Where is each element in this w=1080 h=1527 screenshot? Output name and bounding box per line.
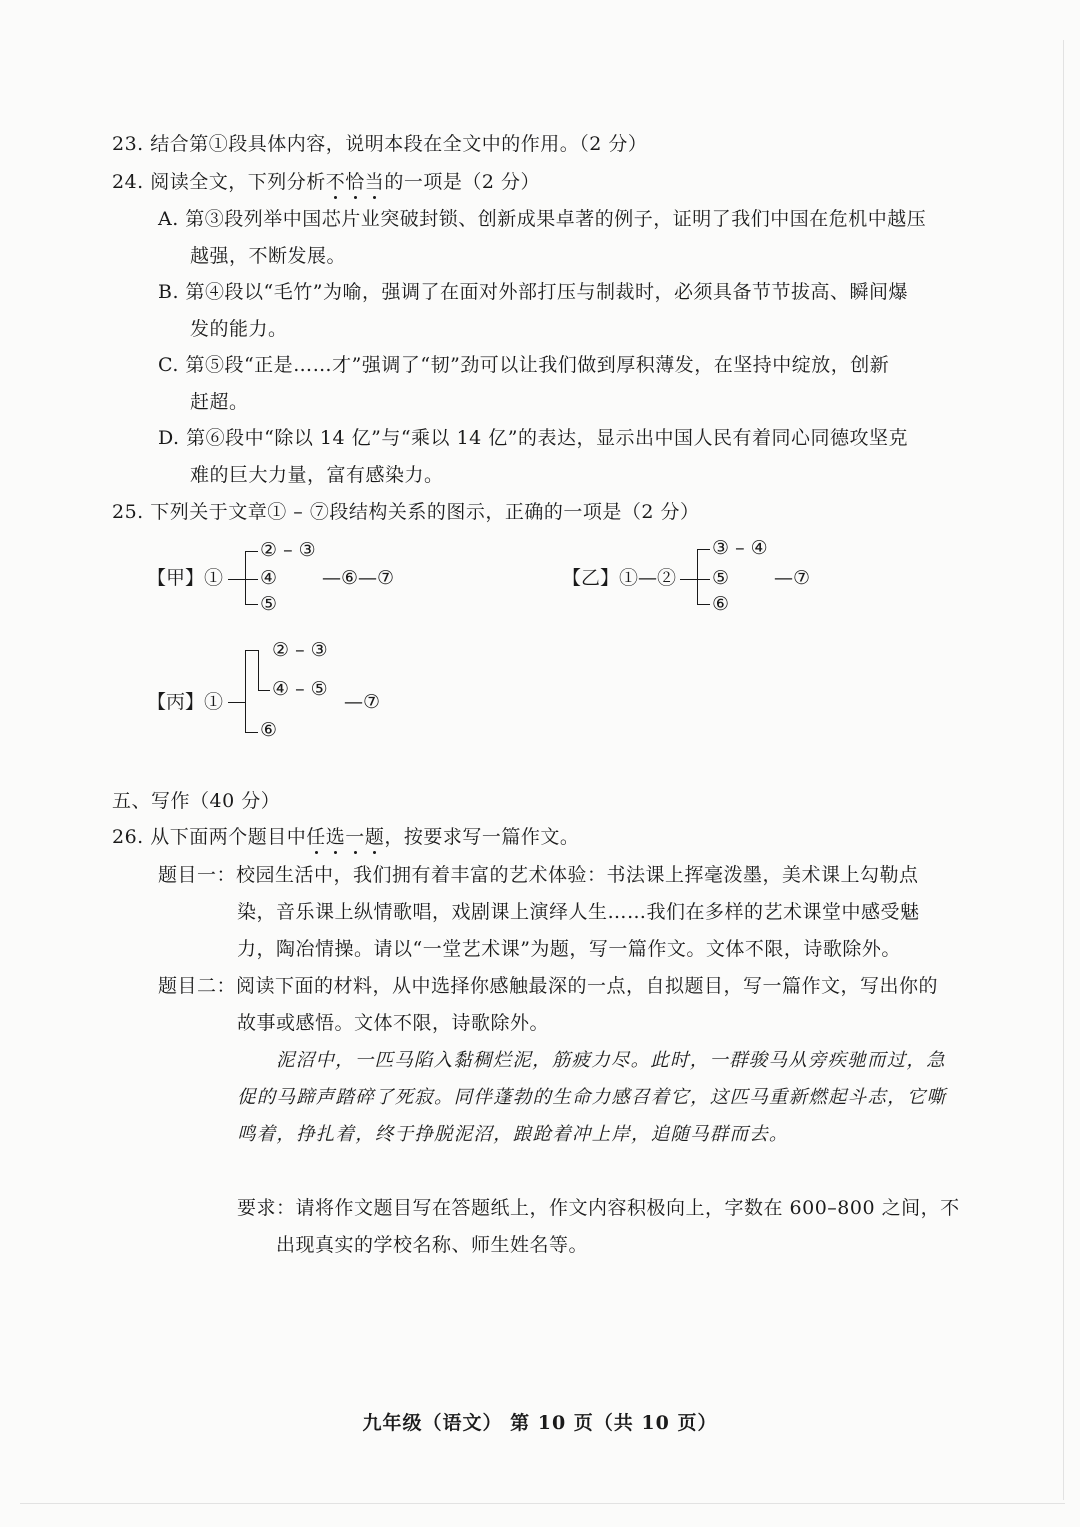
- topic-2-line2: 故事或感悟。文体不限，诗歌除外。: [237, 1012, 550, 1034]
- yi-branch-3: ⑥: [712, 593, 730, 615]
- question-26-stem: [112, 825, 579, 849]
- section-5-title: 五、写作（40 分）: [112, 790, 281, 812]
- q26-emphasis-char: 任: [306, 826, 326, 848]
- bing-label: 【丙】①: [147, 691, 224, 713]
- q24-stem-before: 24. 阅读全文，下列分析: [112, 171, 326, 193]
- yi-bracket: [697, 549, 698, 604]
- question-24-stem: [112, 170, 540, 194]
- jia-tick-2: [245, 579, 258, 580]
- q26-emphasis: [306, 826, 384, 848]
- topic-1-line1: 题目一：校园生活中，我们拥有着丰富的艺术体验：书法课上挥毫泼墨，美术课上勾勒点: [158, 864, 919, 886]
- jia-label: 【甲】①: [147, 567, 224, 589]
- bing-tail: —⑦: [344, 691, 381, 713]
- topic-1-line2: 染，音乐课上纵情歌唱，戏剧课上演绎人生……我们在多样的艺术课堂中感受魅: [237, 901, 920, 923]
- jia-tick-1: [245, 551, 258, 552]
- bing-stem-line: [228, 702, 245, 703]
- material-line2: 促的马蹄声踏碎了死寂。同伴蓬勃的生命力感召着它，这匹马重新燃起斗志，它嘶: [237, 1087, 947, 1108]
- jia-tick-3: [245, 604, 258, 605]
- yi-label: 【乙】①—②: [562, 567, 677, 589]
- q26-stem-before: 26. 从下面两个题目中: [112, 826, 307, 848]
- q24-option-a-line2: 越强，不断发展。: [190, 245, 347, 267]
- yi-tick-1: [697, 549, 710, 550]
- q24-emphasis-char: 不: [325, 171, 346, 193]
- material-line1: 泥沼中，一匹马陷入黏稠烂泥，筋疲力尽。此时，一群骏马从旁疾驰而过，急: [276, 1050, 946, 1071]
- q24-option-d-line1: D. 第⑥段中“除以 14 亿”与“乘以 14 亿”的表达，显示出中国人民有着同心同德攻坚克: [158, 427, 909, 449]
- question-23: 23. 结合第①段具体内容，说明本段在全文中的作用。（2 分）: [112, 133, 648, 155]
- page-footer: 九年级（语文） 第 10 页（共 10 页）: [362, 1412, 718, 1434]
- bing-sub-bracket: [258, 650, 259, 690]
- q26-emphasis-char: 选: [325, 826, 346, 848]
- q24-option-d-line2: 难的巨大力量，富有感染力。: [190, 464, 444, 486]
- jia-stem-line: [228, 579, 245, 580]
- page-edge-right: [1063, 40, 1064, 1500]
- q24-option-c-line1: C. 第⑤段“正是……才”强调了“韧”劲可以让我们做到厚积薄发，在坚持中绽放，创新: [158, 354, 890, 376]
- question-25-stem: 25. 下列关于文章① – ⑦段结构关系的图示，正确的一项是（2 分）: [112, 501, 700, 523]
- bing-tick-3: [245, 732, 258, 733]
- requirement-line1: 要求：请将作文题目写在答题纸上，作文内容积极向上，字数在 600–800 之间，不: [237, 1197, 960, 1219]
- yi-tick-2: [697, 579, 710, 580]
- material-line3: 鸣着，挣扎着，终于挣脱泥沼，踉跄着冲上岸，追随马群而去。: [237, 1124, 789, 1145]
- jia-branch-3: ⑤: [260, 593, 278, 615]
- yi-tick-3: [697, 604, 710, 605]
- yi-branch-1: ③ – ④: [712, 537, 768, 559]
- q24-option-a-line1: A. 第③段列举中国芯片业突破封锁、创新成果卓著的例子，证明了我们中国在危机中越压: [158, 208, 927, 230]
- bing-tick-1: [245, 650, 258, 651]
- q24-option-b-line1: B. 第④段以“毛竹”为喻，强调了在面对外部打压与制裁时，必须具备节节拔高、瞬间爆: [158, 281, 908, 303]
- yi-stem-line: [680, 579, 697, 580]
- topic-2-line1: 题目二：阅读下面的材料，从中选择你感触最深的一点，自拟题目，写一篇作文，写出你的: [158, 975, 939, 997]
- page-edge-bottom: [20, 1503, 1065, 1504]
- jia-branch-2: ④: [260, 567, 278, 589]
- q24-emphasis-char: 恰: [345, 171, 365, 193]
- bing-bracket: [245, 650, 246, 732]
- q26-emphasis-char: 一: [345, 826, 365, 848]
- q24-stem-after: 的一项是（2 分）: [384, 171, 540, 193]
- jia-bracket: [245, 551, 246, 604]
- bing-branch-2: ④ – ⑤: [272, 678, 328, 700]
- bing-tick-2: [258, 690, 270, 691]
- bing-branch-3: ⑥: [260, 719, 278, 741]
- jia-branch-1: ② – ③: [260, 539, 316, 561]
- requirement-line2: 出现真实的学校名称、师生姓名等。: [276, 1234, 589, 1256]
- q26-stem-after: ，按要求写一篇作文。: [384, 826, 580, 848]
- q24-option-b-line2: 发的能力。: [190, 318, 288, 340]
- topic-1-line3: 力，陶冶情操。请以“一堂艺术课”为题，写一篇作文。文体不限，诗歌除外。: [237, 938, 901, 960]
- yi-branch-2: ⑤: [712, 567, 730, 589]
- bing-branch-1: ② – ③: [272, 639, 328, 661]
- q24-emphasis: [326, 171, 385, 193]
- jia-tail: —⑥—⑦: [322, 567, 395, 589]
- q24-emphasis-char: 当: [364, 171, 385, 193]
- q26-emphasis-char: 题: [364, 826, 385, 848]
- yi-tail: —⑦: [774, 567, 811, 589]
- q24-option-c-line2: 赶超。: [190, 391, 249, 413]
